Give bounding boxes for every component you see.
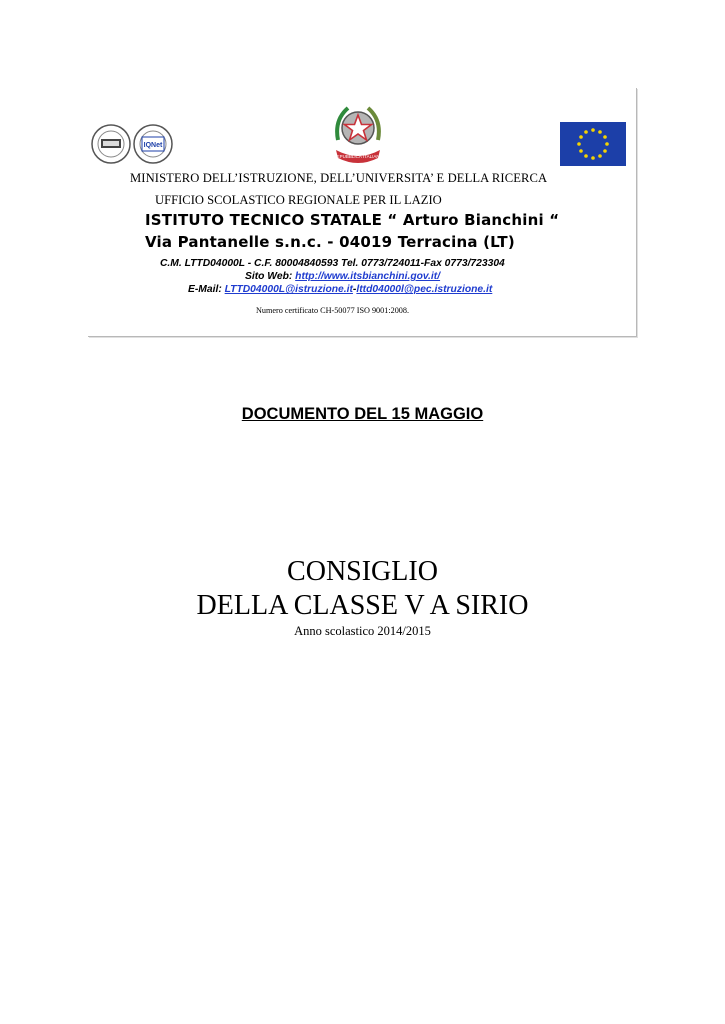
email-label: E-Mail: — [188, 284, 225, 295]
email-line — [188, 284, 725, 295]
website-link[interactable]: http://www.itsbianchini.gov.it/ — [295, 271, 441, 282]
emblem-ribbon-text: REPUBBLICA ITALIANA — [333, 154, 383, 159]
regional-office: UFFICIO SCOLASTICO REGIONALE PER IL LAZIO — [155, 193, 442, 207]
website-label: Sito Web: — [245, 271, 296, 282]
iqnet-certification-logo — [134, 125, 172, 163]
european-union-flag — [560, 122, 626, 166]
school-year: Anno scolastico 2014/2015 — [294, 624, 431, 638]
email-link-primary[interactable]: LTTD04000L@istruzione.it — [224, 284, 353, 295]
italian-republic-emblem — [330, 100, 386, 166]
council-line-2: DELLA CLASSE V A SIRIO — [196, 590, 529, 621]
certificate-number: Numero certificato CH-50077 ISO 9001:2008. — [256, 306, 410, 315]
council-heading — [0, 555, 725, 623]
ministry-name: MINISTERO DELL’ISTRUZIONE, DELL’UNIVERSITA’ E DELLA RICERCA — [130, 171, 548, 185]
email-separator: - — [352, 284, 357, 295]
iso-certification-logo — [92, 125, 130, 163]
certification-logos — [89, 122, 179, 167]
document-title: DOCUMENTO DEL 15 MAGGIO — [241, 405, 484, 423]
institute-address: Via Pantanelle s.n.c. - 04019 Terracina (LT) — [145, 233, 515, 251]
institute-codes: C.M. LTTD04000L - C.F. 80004840593 Tel. 0773/724011-Fax 0773/723304 — [160, 258, 505, 269]
iqnet-logo-text: IQNet — [143, 142, 163, 149]
institute-name: ISTITUTO TECNICO STATALE “ Arturo Bianchini “ — [145, 211, 560, 229]
email-link-pec[interactable]: lttd04000l@pec.istruzione.it — [356, 284, 493, 295]
website-line — [245, 271, 725, 282]
council-line-1: CONSIGLIO — [287, 556, 438, 587]
